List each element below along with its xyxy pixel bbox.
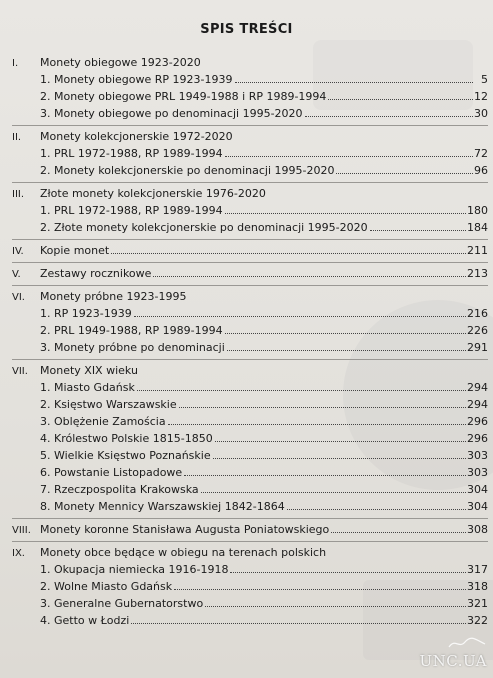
dot-leader	[213, 458, 466, 459]
entry-label: 2. Monety kolekcjonerskie po denominacji 1995-2020	[40, 164, 335, 177]
page-number: 226	[467, 324, 488, 337]
dot-leader	[153, 276, 466, 277]
toc-heading-row[interactable]	[12, 265, 488, 282]
page-number: 294	[467, 398, 488, 411]
watermark-signature-icon	[447, 636, 487, 650]
entry-label: 3. Oblężenie Zamościa	[40, 415, 166, 428]
toc-heading-row[interactable]	[12, 521, 488, 538]
section-number: VII.	[12, 366, 28, 377]
entry-label: 6. Powstanie Listopadowe	[40, 466, 183, 479]
page-number: 322	[467, 614, 488, 627]
entry-label: 8. Monety Mennicy Warszawskiej 1842-1864	[40, 500, 285, 513]
dot-leader	[235, 82, 473, 83]
toc-entry[interactable]	[12, 464, 488, 481]
section-heading: Monety obce będące w obiegu na terenach polskich	[40, 546, 327, 559]
toc-entry[interactable]	[12, 447, 488, 464]
section-number: II.	[12, 132, 22, 143]
entry-label: 1. PRL 1972-1988, RP 1989-1994	[40, 147, 223, 160]
dot-leader	[174, 589, 466, 590]
entry-label: 3. Monety próbne po denominacji	[40, 341, 225, 354]
toc-entry[interactable]	[12, 413, 488, 430]
toc-section	[12, 360, 488, 519]
entry-label: 2. Złote monety kolekcjonerskie po denominacji 1995-2020	[40, 221, 368, 234]
toc-entry[interactable]	[12, 396, 488, 413]
dot-leader	[205, 606, 466, 607]
page-number: 318	[467, 580, 488, 593]
section-number: IV.	[12, 246, 24, 257]
toc-entry[interactable]	[12, 595, 488, 612]
entry-label: 4. Królestwo Polskie 1815-1850	[40, 432, 213, 445]
dot-leader	[230, 572, 466, 573]
dot-leader	[134, 316, 466, 317]
entry-label: 2. Wolne Miasto Gdańsk	[40, 580, 173, 593]
page-number: 96	[474, 164, 488, 177]
page-number: 211	[467, 244, 488, 257]
page-number: 72	[474, 147, 488, 160]
toc-entry[interactable]	[12, 71, 488, 88]
toc-entry[interactable]	[12, 88, 488, 105]
entry-label: 1. RP 1923-1939	[40, 307, 132, 320]
toc-heading-row[interactable]	[12, 362, 488, 379]
dot-leader	[336, 173, 473, 174]
page-number: 321	[467, 597, 488, 610]
toc-section	[12, 183, 488, 240]
toc-entry[interactable]	[12, 481, 488, 498]
page-number: 213	[467, 267, 488, 280]
entry-label: 2. Księstwo Warszawskie	[40, 398, 177, 411]
toc-section	[12, 126, 488, 183]
section-number: III.	[12, 189, 25, 200]
entry-label: 3. Monety obiegowe po denominacji 1995-2020	[40, 107, 303, 120]
dot-leader	[137, 390, 466, 391]
dot-leader	[131, 623, 466, 624]
page-title: SPIS TREŚCI	[200, 22, 293, 37]
toc-entry[interactable]	[12, 339, 488, 356]
page-number: 294	[467, 381, 488, 394]
toc-entry[interactable]	[12, 612, 488, 629]
toc-section	[12, 263, 488, 286]
dot-leader	[225, 156, 473, 157]
toc-entry[interactable]	[12, 578, 488, 595]
section-heading: Zestawy rocznikowe	[40, 267, 152, 280]
toc-heading-row[interactable]	[12, 185, 488, 202]
dot-leader	[225, 333, 466, 334]
entry-label: 4. Getto w Łodzi	[40, 614, 130, 627]
toc-section	[12, 52, 488, 126]
page-number: 5	[481, 73, 488, 86]
toc-heading-row[interactable]	[12, 544, 488, 561]
toc-heading-row[interactable]	[12, 242, 488, 259]
section-number: VIII.	[12, 525, 31, 536]
toc-entry[interactable]	[12, 202, 488, 219]
toc-section	[12, 240, 488, 263]
toc-entry[interactable]	[12, 162, 488, 179]
entry-label: 1. PRL 1972-1988, RP 1989-1994	[40, 204, 223, 217]
page-number: 180	[467, 204, 488, 217]
section-heading: Monety XIX wieku	[40, 364, 138, 377]
entry-label: 1. Monety obiegowe RP 1923-1939	[40, 73, 233, 86]
page-number: 291	[467, 341, 488, 354]
toc-entry[interactable]	[12, 145, 488, 162]
section-number: I.	[12, 58, 19, 69]
toc-section	[12, 519, 488, 542]
entry-label: 1. Okupacja niemiecka 1916-1918	[40, 563, 229, 576]
dot-leader	[111, 253, 466, 254]
dot-leader	[227, 350, 466, 351]
toc-entry[interactable]	[12, 498, 488, 515]
toc-entry[interactable]	[12, 219, 488, 236]
entry-label: 2. Monety obiegowe PRL 1949-1988 i RP 1989-1994	[40, 90, 327, 103]
section-number: VI.	[12, 292, 25, 303]
section-heading: Monety koronne Stanisława Augusta Poniatowskiego	[40, 523, 330, 536]
toc-heading-row[interactable]	[12, 288, 488, 305]
section-number: IX.	[12, 548, 25, 559]
dot-leader	[370, 230, 466, 231]
page-number: 304	[467, 500, 488, 513]
page-number: 303	[467, 449, 488, 462]
page-number: 317	[467, 563, 488, 576]
entry-label: 1. Miasto Gdańsk	[40, 381, 135, 394]
toc-entry[interactable]	[12, 379, 488, 396]
page-number: 296	[467, 432, 488, 445]
toc-section	[12, 286, 488, 360]
dot-leader	[201, 492, 466, 493]
dot-leader	[328, 99, 473, 100]
toc-entry[interactable]	[12, 430, 488, 447]
section-heading: Monety obiegowe 1923-2020	[40, 56, 201, 69]
toc-heading-row[interactable]	[12, 54, 488, 71]
page-number: 216	[467, 307, 488, 320]
entry-label: 5. Wielkie Księstwo Poznańskie	[40, 449, 211, 462]
dot-leader	[225, 213, 466, 214]
dot-leader	[179, 407, 466, 408]
section-number: V.	[12, 269, 21, 280]
dot-leader	[305, 116, 473, 117]
section-heading: Monety kolekcjonerskie 1972-2020	[40, 130, 233, 143]
page-number: 184	[467, 221, 488, 234]
dot-leader	[287, 509, 466, 510]
toc-entry[interactable]	[12, 561, 488, 578]
page-number: 303	[467, 466, 488, 479]
dot-leader	[168, 424, 466, 425]
section-heading: Kopie monet	[40, 244, 110, 257]
toc-entry[interactable]	[12, 305, 488, 322]
section-heading: Złote monety kolekcjonerskie 1976-2020	[40, 187, 266, 200]
entry-label: 3. Generalne Gubernatorstwo	[40, 597, 204, 610]
page-number: 12	[474, 90, 488, 103]
page-number: 296	[467, 415, 488, 428]
dot-leader	[184, 475, 466, 476]
dot-leader	[331, 532, 466, 533]
toc-section	[12, 542, 488, 632]
page-number: 30	[474, 107, 488, 120]
table-of-contents	[12, 52, 488, 632]
entry-label: 7. Rzeczpospolita Krakowska	[40, 483, 199, 496]
toc-entry[interactable]	[12, 105, 488, 122]
toc-entry[interactable]	[12, 322, 488, 339]
dot-leader	[215, 441, 466, 442]
section-heading: Monety próbne 1923-1995	[40, 290, 187, 303]
entry-label: 2. PRL 1949-1988, RP 1989-1994	[40, 324, 223, 337]
toc-heading-row[interactable]	[12, 128, 488, 145]
page-number: 308	[467, 523, 488, 536]
page-number: 304	[467, 483, 488, 496]
watermark: UNC.UA	[419, 652, 487, 670]
